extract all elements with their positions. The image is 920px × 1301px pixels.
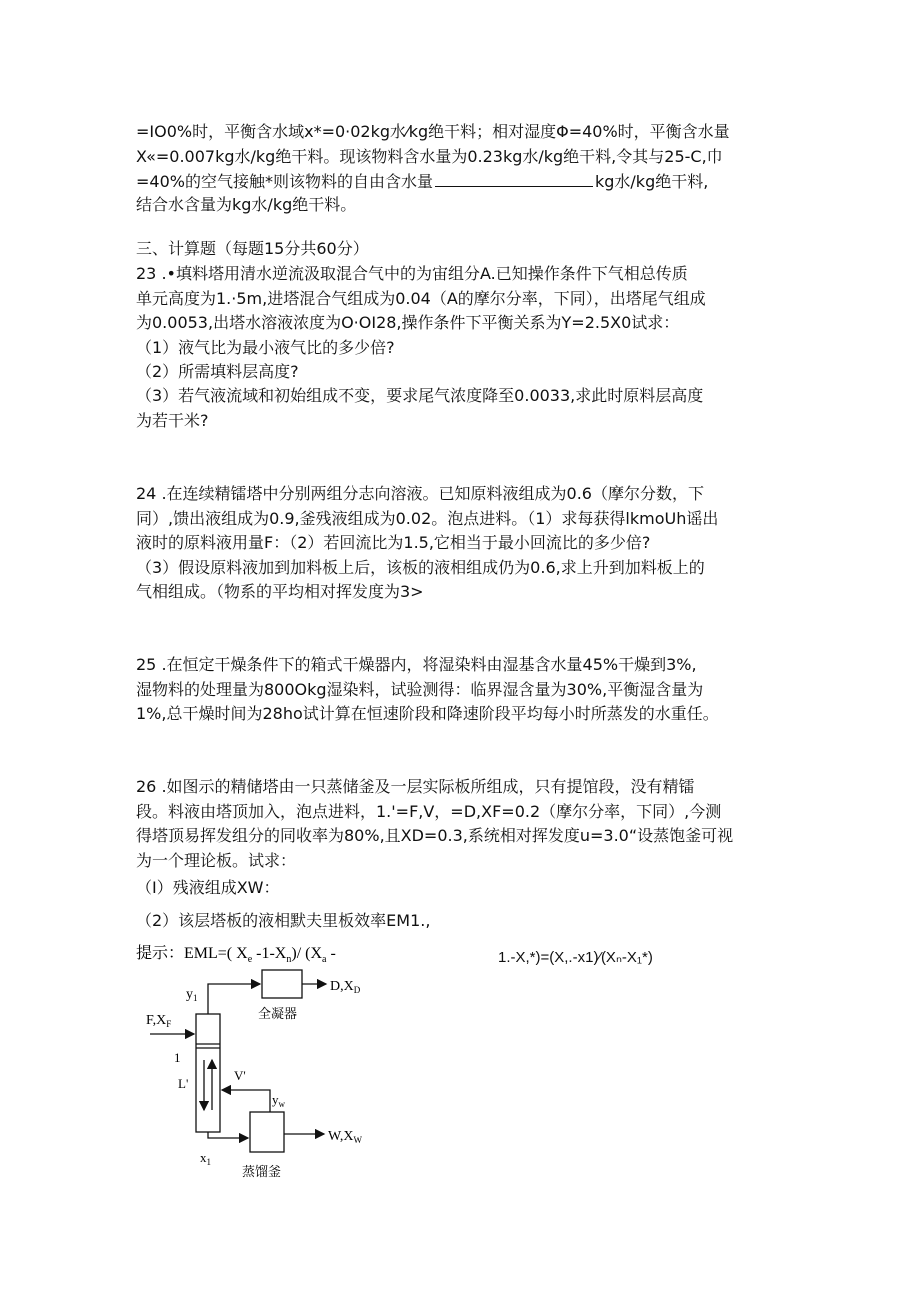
yw-label: $y_w$ — [272, 1092, 285, 1109]
q23-line-5: （2）所需填料层高度? — [136, 362, 299, 381]
intro-line-3-text: =40%的空气接触*则该物料的自由含水量 — [136, 172, 433, 191]
answer-blank — [435, 170, 593, 187]
reboiler-label: 蒸馏釜 — [242, 1164, 282, 1179]
q23-line-2: 单元高度为1.·5m,进塔混合气组成为0.04（A的摩尔分率，下同），出塔尾气组成 — [136, 289, 706, 308]
reboiler-vapor-line — [222, 1090, 270, 1112]
q26-line-4: 为一个理论板。试求： — [136, 851, 297, 870]
q25-line-1: 25 .在恒定干燥条件下的箱式干燥器内，将湿染料由湿基含水量45%干燥到3%, — [136, 655, 697, 674]
l-prime-label: L' — [178, 1076, 189, 1091]
q24-line-3: 液时的原料液用量F：（2）若回流比为1.5,它相当于最小回流比的多少倍? — [136, 533, 651, 552]
overhead-vapor-line — [208, 984, 260, 1014]
intro-line-1: =IO0%时，平衡含水域x*=0·02kg水⁄kg绝干料；相对湿度Φ=40%时，平衡含水量 — [136, 122, 730, 141]
condenser-label: 全凝器 — [258, 1006, 298, 1021]
v-prime-label: V' — [234, 1068, 246, 1083]
distillation-diagram — [130, 940, 430, 1185]
q26-line-1: 26 .如图示的精储塔由一只蒸储釜及一层实际板所组成，只有提馆段，没有精镭 — [136, 777, 695, 796]
q24-line-5: 气相组成。（物系的平均相对挥发度为3> — [136, 582, 424, 601]
q23-line-3: 为0.0053,出塔水溶液浓度为O·OI28,操作条件下平衡关系为Y=2.5X0试求： — [136, 313, 680, 332]
q25-line-2: 湿物料的处理量为800Okg湿染料，试验测得：临界湿含量为30%,平衡湿含量为 — [136, 680, 704, 699]
x1-label: $x_1$ — [200, 1150, 211, 1167]
distillate-label: $D,X_D$ — [330, 979, 361, 995]
column-shell — [196, 1014, 220, 1132]
q26-line-2: 段。料液由塔顶加入，泡点进料，1.'=F,V，=D,XF=0.2（摩尔分率，下同）,今测 — [136, 802, 722, 821]
q23-line-7: 为若干米? — [136, 411, 209, 430]
intro-line-3 — [136, 170, 708, 193]
q23-line-6: （3）若气液流域和初始组成不变，要求尾气浓度降至0.0033,求此时原料层高度 — [136, 386, 704, 405]
section-title: 三、计算题（每题15分共60分） — [136, 239, 369, 258]
intro-line-4: 结合水含量为kg水/kg绝干料。 — [136, 195, 357, 214]
q26-line-6: （2）该层塔板的液相默夫里板效率EM1., — [136, 911, 431, 930]
hint-formula: 提示：EML=( $X_e$ $-1-X_n)/$ ($X_a$ - — [136, 945, 336, 965]
q26-line-5: （I）残液组成XW： — [136, 878, 280, 897]
q23-line-4: （1）液气比为最小液气比的多少倍? — [136, 338, 395, 357]
condenser-box — [262, 970, 302, 998]
y1-label: $y_1$ — [186, 987, 198, 1003]
intro-line-3-unit: kg水/kg绝干料, — [594, 172, 709, 191]
plate-number-label: 1 — [174, 1050, 181, 1065]
q25-line-3: 1%,总干燥时间为28ho试计算在恒速阶段和降速阶段平均每小时所蒸发的水重任。 — [136, 704, 719, 723]
intro-line-2: X«=0.007kg水/kg绝干料。现该物料含水量为0.23kg水/kg绝干料,令其与25-C,巾 — [136, 147, 723, 166]
bottoms-liquid-line — [208, 1132, 248, 1138]
q26-line-3: 得塔顶易挥发组分的同收率为80%,且XD=0.3,系统相对挥发度u=3.0“设蒸饱釜可视 — [136, 826, 734, 845]
mv-efficiency-formula: 1.-X,*)=(X,.-x1)⁄(Xₙ-X₁*) — [498, 949, 653, 966]
feed-label: $F,X_F$ — [146, 1013, 172, 1029]
residue-label: $W,X_W$ — [328, 1129, 363, 1145]
reboiler-box — [250, 1112, 284, 1152]
q24-line-4: （3）假设原料液加到加料板上后，该板的液相组成仍为0.6,求上升到加料板上的 — [136, 558, 705, 577]
q24-line-1: 24 .在连续精镭塔中分别两组分志向溶液。已知原料液组成为0.6（摩尔分数，下 — [136, 484, 704, 503]
q24-line-2: 同）,馈出液组成为0.9,釜残液组成为0.02。泡点进料。（1）求每获得lkmoUh谣出 — [136, 509, 719, 528]
q23-line-1: 23 .•填料塔用清水逆流汲取混合气中的为宙组分A.已知操作条件下气相总传质 — [136, 264, 688, 283]
